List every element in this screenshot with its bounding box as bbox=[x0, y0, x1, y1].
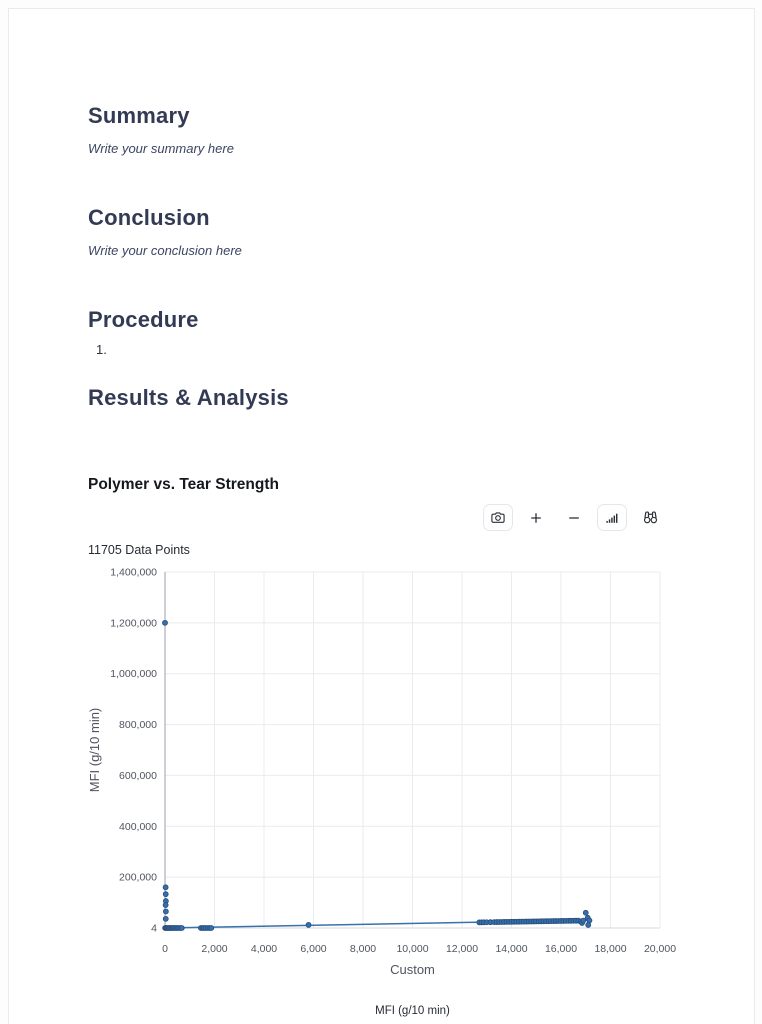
svg-text:1,200,000: 1,200,000 bbox=[110, 617, 157, 630]
scatter-plot[interactable] bbox=[85, 565, 705, 1024]
data-points-count: 11705 Data Points bbox=[88, 543, 190, 557]
procedure-heading: Procedure bbox=[88, 307, 199, 332]
zoom-out-button[interactable] bbox=[559, 504, 589, 531]
svg-text:14,000: 14,000 bbox=[495, 943, 528, 955]
svg-text:200,000: 200,000 bbox=[119, 871, 157, 884]
x-axis-title: Custom bbox=[390, 962, 435, 977]
svg-text:4,000: 4,000 bbox=[250, 943, 278, 955]
svg-text:20,000: 20,000 bbox=[643, 943, 677, 955]
chart-toolbar bbox=[88, 504, 665, 531]
svg-text:10,000: 10,000 bbox=[396, 943, 429, 955]
svg-text:16,000: 16,000 bbox=[544, 943, 578, 955]
chart-area bbox=[85, 565, 677, 1024]
summary-placeholder[interactable]: Write your summary here bbox=[88, 141, 234, 156]
svg-text:1,400,000: 1,400,000 bbox=[110, 566, 157, 579]
section-results bbox=[88, 385, 754, 411]
zoom-in-button[interactable] bbox=[521, 504, 551, 531]
reset-view-button[interactable] bbox=[635, 504, 665, 531]
svg-text:600,000: 600,000 bbox=[119, 769, 157, 782]
camera-snapshot-button[interactable] bbox=[483, 504, 513, 531]
conclusion-heading: Conclusion bbox=[88, 205, 210, 230]
bar-chart-icon bbox=[604, 510, 620, 526]
summary-heading: Summary bbox=[88, 103, 190, 128]
section-summary bbox=[88, 103, 754, 157]
gridlines bbox=[165, 572, 660, 928]
notebook-page bbox=[8, 8, 755, 1024]
procedure-list-item[interactable]: 1. bbox=[96, 342, 107, 357]
tick-labels bbox=[110, 567, 676, 956]
svg-text:4: 4 bbox=[151, 922, 157, 935]
conclusion-placeholder[interactable]: Write your conclusion here bbox=[88, 243, 242, 258]
svg-text:2,000: 2,000 bbox=[201, 943, 228, 955]
svg-text:0: 0 bbox=[162, 943, 168, 955]
chart-widget bbox=[87, 475, 677, 1024]
section-conclusion bbox=[88, 205, 754, 259]
binoculars-icon bbox=[642, 509, 659, 526]
plus-icon bbox=[528, 510, 544, 526]
y-axis-title: MFI (g/10 min) bbox=[87, 707, 102, 793]
section-procedure bbox=[88, 307, 754, 358]
minus-icon bbox=[566, 510, 582, 526]
svg-text:1,000,000: 1,000,000 bbox=[110, 668, 157, 681]
svg-text:12,000: 12,000 bbox=[445, 943, 479, 955]
svg-text:800,000: 800,000 bbox=[119, 719, 157, 732]
svg-text:6,000: 6,000 bbox=[300, 943, 327, 955]
svg-text:8,000: 8,000 bbox=[349, 943, 377, 955]
results-heading: Results & Analysis bbox=[88, 385, 289, 410]
camera-icon bbox=[490, 510, 506, 526]
page-content bbox=[9, 103, 754, 1024]
chart-title: Polymer vs. Tear Strength bbox=[88, 476, 279, 493]
svg-text:400,000: 400,000 bbox=[119, 820, 157, 833]
legend-label: MFI (g/10 min) bbox=[375, 1005, 450, 1017]
svg-text:18,000: 18,000 bbox=[594, 943, 627, 955]
autoscale-button[interactable] bbox=[597, 504, 627, 531]
